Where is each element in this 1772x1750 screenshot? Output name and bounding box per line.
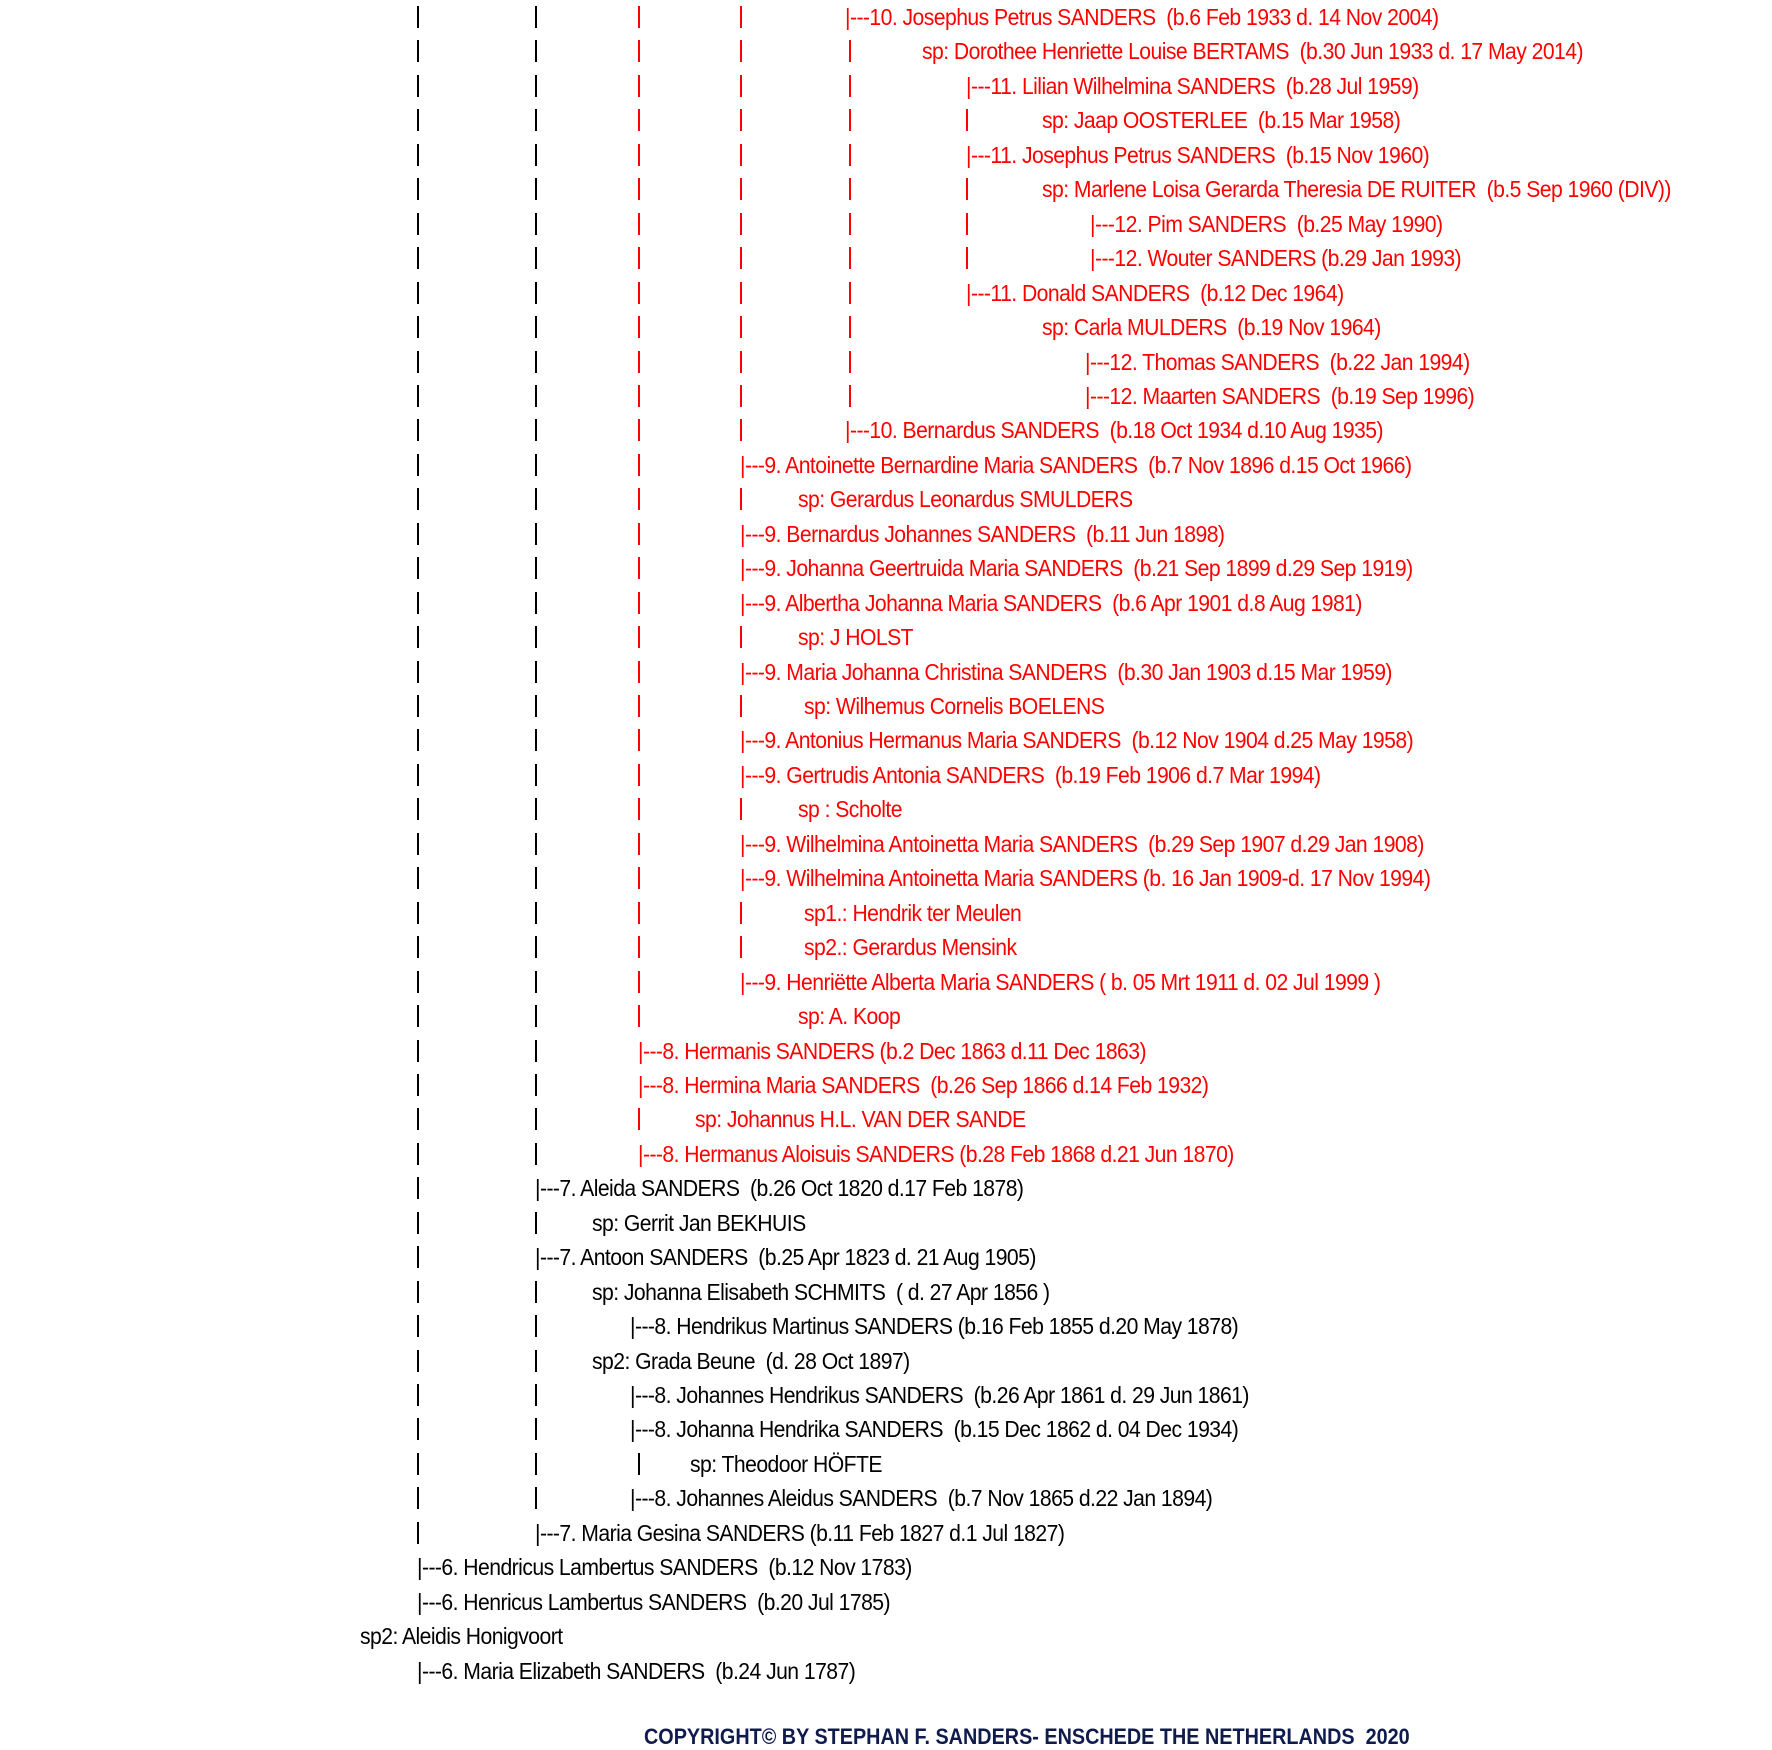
tree-row <box>0 517 1772 551</box>
tree-connector-line <box>535 419 537 441</box>
tree-row <box>0 551 1772 585</box>
tree-connector-line <box>417 454 419 476</box>
tree-connector-line <box>638 144 640 166</box>
tree-connector-line <box>638 798 640 820</box>
tree-connector-line <box>535 1487 537 1509</box>
tree-connector-line <box>535 936 537 958</box>
tree-row <box>0 1137 1772 1171</box>
person-entry: |---7. Maria Gesina SANDERS (b.11 Feb 1827 d.1 Jul 1827) <box>535 1519 1065 1546</box>
tree-row <box>0 1447 1772 1481</box>
tree-connector-line <box>417 557 419 579</box>
tree-connector-line <box>740 488 742 510</box>
tree-row <box>0 276 1772 310</box>
tree-connector-line <box>417 1418 419 1440</box>
tree-connector-line <box>638 626 640 648</box>
person-entry: |---8. Hermina Maria SANDERS (b.26 Sep 1866 d.14 Feb 1932) <box>638 1071 1209 1098</box>
tree-connector-line <box>535 902 537 924</box>
tree-row <box>0 241 1772 275</box>
tree-connector-line <box>638 523 640 545</box>
tree-row <box>0 689 1772 723</box>
person-entry: |---6. Henricus Lambertus SANDERS (b.20 Jul 1785) <box>417 1588 891 1615</box>
tree-row <box>0 1344 1772 1378</box>
person-entry: |---12. Wouter SANDERS (b.29 Jan 1993) <box>1090 245 1462 272</box>
tree-row <box>0 1309 1772 1343</box>
tree-connector-line <box>740 75 742 97</box>
tree-row <box>0 1550 1772 1584</box>
tree-connector-line <box>638 971 640 993</box>
tree-row <box>0 896 1772 930</box>
tree-connector-line <box>535 351 537 373</box>
spouse-entry: sp: Dorothee Henriette Louise BERTAMS (b.30 Jun 1933 d. 17 May 2014) <box>922 38 1583 65</box>
tree-connector-line <box>638 764 640 786</box>
spouse-entry: sp: Gerrit Jan BEKHUIS <box>592 1209 806 1236</box>
tree-connector-line <box>417 75 419 97</box>
tree-connector-line <box>638 488 640 510</box>
person-entry: |---9. Maria Johanna Christina SANDERS (b.30 Jan 1903 d.15 Mar 1959) <box>740 658 1392 685</box>
tree-connector-line <box>849 40 851 62</box>
tree-connector-line <box>417 833 419 855</box>
tree-row <box>0 1240 1772 1274</box>
tree-connector-line <box>535 213 537 235</box>
spouse-entry: sp: Gerardus Leonardus SMULDERS <box>798 486 1133 513</box>
tree-row <box>0 792 1772 826</box>
tree-connector-line <box>638 316 640 338</box>
tree-row <box>0 310 1772 344</box>
tree-connector-line <box>417 1315 419 1337</box>
person-entry: |---8. Hermanus Aloisuis SANDERS (b.28 Feb 1868 d.21 Jun 1870) <box>638 1140 1234 1167</box>
tree-connector-line <box>535 1453 537 1475</box>
tree-row <box>0 103 1772 137</box>
tree-connector-line <box>535 6 537 28</box>
tree-connector-line <box>740 936 742 958</box>
tree-connector-line <box>417 523 419 545</box>
spouse-entry: sp2.: Gerardus Mensink <box>804 934 1017 961</box>
person-entry: |---9. Bernardus Johannes SANDERS (b.11 Jun 1898) <box>740 520 1225 547</box>
tree-row <box>0 1654 1772 1688</box>
tree-connector-line <box>535 247 537 269</box>
tree-row <box>0 1585 1772 1619</box>
tree-row <box>0 1171 1772 1205</box>
tree-row <box>0 207 1772 241</box>
tree-row <box>0 930 1772 964</box>
person-entry: |---11. Donald SANDERS (b.12 Dec 1964) <box>966 279 1344 306</box>
tree-connector-line <box>740 144 742 166</box>
tree-connector-line <box>740 6 742 28</box>
tree-connector-line <box>638 867 640 889</box>
tree-connector-line <box>740 109 742 131</box>
tree-connector-line <box>638 75 640 97</box>
tree-connector-line <box>740 385 742 407</box>
tree-connector-line <box>535 1074 537 1096</box>
tree-connector-line <box>638 178 640 200</box>
tree-connector-line <box>417 178 419 200</box>
tree-connector-line <box>849 213 851 235</box>
tree-connector-line <box>966 213 968 235</box>
tree-row <box>0 758 1772 792</box>
tree-connector-line <box>966 109 968 131</box>
person-entry: |---10. Josephus Petrus SANDERS (b.6 Feb 1933 d. 14 Nov 2004) <box>845 4 1439 30</box>
tree-connector-line <box>417 1522 419 1544</box>
tree-connector-line <box>417 419 419 441</box>
tree-row <box>0 1102 1772 1136</box>
tree-connector-line <box>417 1143 419 1165</box>
person-entry: |---8. Hendrikus Martinus SANDERS (b.16 Feb 1855 d.20 May 1878) <box>630 1313 1239 1340</box>
tree-connector-line <box>638 833 640 855</box>
spouse-entry: sp: Carla MULDERS (b.19 Nov 1964) <box>1042 314 1381 341</box>
spouse-entry: sp: A. Koop <box>798 1003 901 1030</box>
person-entry: |---12. Pim SANDERS (b.25 May 1990) <box>1090 210 1443 237</box>
person-entry: |---11. Josephus Petrus SANDERS (b.15 Nov 1960) <box>966 141 1430 168</box>
tree-row <box>0 0 1772 34</box>
tree-connector-line <box>535 1418 537 1440</box>
tree-connector-line <box>417 1487 419 1509</box>
tree-row <box>0 999 1772 1033</box>
tree-connector-line <box>849 351 851 373</box>
tree-row <box>0 827 1772 861</box>
tree-connector-line <box>638 695 640 717</box>
tree-connector-line <box>638 729 640 751</box>
tree-connector-line <box>535 40 537 62</box>
tree-connector-line <box>740 40 742 62</box>
tree-row <box>0 1378 1772 1412</box>
tree-connector-line <box>535 178 537 200</box>
person-entry: |---7. Aleida SANDERS (b.26 Oct 1820 d.17 Feb 1878) <box>535 1175 1024 1202</box>
tree-connector-line <box>417 1040 419 1062</box>
tree-row <box>0 1034 1772 1068</box>
tree-connector-line <box>535 1350 537 1372</box>
tree-connector-line <box>535 695 537 717</box>
person-entry: |---9. Gertrudis Antonia SANDERS (b.19 Feb 1906 d.7 Mar 1994) <box>740 761 1321 788</box>
person-entry: |---9. Albertha Johanna Maria SANDERS (b.6 Apr 1901 d.8 Aug 1981) <box>740 589 1362 616</box>
tree-connector-line <box>535 144 537 166</box>
person-entry: |---9. Antoinette Bernardine Maria SANDERS (b.7 Nov 1896 d.15 Oct 1966) <box>740 451 1412 478</box>
tree-row <box>0 448 1772 482</box>
tree-connector-line <box>638 40 640 62</box>
tree-row <box>0 34 1772 68</box>
tree-connector-line <box>417 1350 419 1372</box>
tree-connector-line <box>638 419 640 441</box>
tree-connector-line <box>535 109 537 131</box>
tree-connector-line <box>417 936 419 958</box>
tree-connector-line <box>535 454 537 476</box>
tree-connector-line <box>417 971 419 993</box>
tree-connector-line <box>740 351 742 373</box>
tree-connector-line <box>417 1453 419 1475</box>
tree-connector-line <box>535 1108 537 1130</box>
tree-connector-line <box>638 1005 640 1027</box>
tree-row <box>0 1516 1772 1550</box>
tree-connector-line <box>535 1040 537 1062</box>
tree-connector-line <box>740 178 742 200</box>
tree-row <box>0 861 1772 895</box>
tree-connector-line <box>638 247 640 269</box>
tree-connector-line <box>535 729 537 751</box>
tree-connector-line <box>638 592 640 614</box>
person-entry: |---9. Wilhelmina Antoinetta Maria SANDERS (b.29 Sep 1907 d.29 Jan 1908) <box>740 830 1424 857</box>
tree-connector-line <box>535 557 537 579</box>
tree-connector-line <box>417 282 419 304</box>
person-entry: |---9. Johanna Geertruida Maria SANDERS (b.21 Sep 1899 d.29 Sep 1919) <box>740 555 1413 582</box>
tree-connector-line <box>638 936 640 958</box>
tree-connector-line <box>740 316 742 338</box>
tree-connector-line <box>535 1005 537 1027</box>
person-entry: |---6. Hendricus Lambertus SANDERS (b.12 Nov 1783) <box>417 1554 912 1581</box>
tree-connector-line <box>966 247 968 269</box>
tree-row <box>0 965 1772 999</box>
tree-row <box>0 1275 1772 1309</box>
tree-connector-line <box>417 729 419 751</box>
tree-connector-line <box>740 798 742 820</box>
spouse-entry: sp: J HOLST <box>798 624 914 651</box>
tree-connector-line <box>417 316 419 338</box>
tree-connector-line <box>740 902 742 924</box>
tree-row <box>0 172 1772 206</box>
spouse-entry: sp: Wilhemus Cornelis BOELENS <box>804 693 1105 719</box>
tree-connector-line <box>535 385 537 407</box>
person-entry: |---8. Johannes Hendrikus SANDERS (b.26 Apr 1861 d. 29 Jun 1861) <box>630 1382 1249 1408</box>
tree-connector-line <box>417 798 419 820</box>
tree-row <box>0 69 1772 103</box>
tree-connector-line <box>417 1212 419 1234</box>
tree-connector-line <box>535 1281 537 1303</box>
person-entry: |---9. Wilhelmina Antoinetta Maria SANDERS (b. 16 Jan 1909-d. 17 Nov 1994) <box>740 865 1431 892</box>
spouse-entry: sp : Scholte <box>798 796 902 823</box>
tree-connector-line <box>638 282 640 304</box>
tree-connector-line <box>417 1108 419 1130</box>
tree-connector-line <box>535 316 537 338</box>
tree-row <box>0 1481 1772 1515</box>
tree-connector-line <box>849 109 851 131</box>
spouse-entry: sp: Johanna Elisabeth SCHMITS ( d. 27 Apr 1856 ) <box>592 1278 1050 1305</box>
tree-connector-line <box>849 282 851 304</box>
tree-connector-line <box>638 213 640 235</box>
tree-connector-line <box>417 213 419 235</box>
tree-connector-line <box>740 695 742 717</box>
tree-row <box>0 138 1772 172</box>
tree-connector-line <box>535 971 537 993</box>
tree-connector-line <box>417 1074 419 1096</box>
tree-connector-line <box>417 592 419 614</box>
tree-row <box>0 586 1772 620</box>
tree-connector-line <box>535 867 537 889</box>
tree-connector-line <box>417 6 419 28</box>
tree-connector-line <box>417 144 419 166</box>
tree-row <box>0 1619 1772 1653</box>
tree-connector-line <box>417 488 419 510</box>
tree-connector-line <box>849 178 851 200</box>
tree-connector-line <box>535 626 537 648</box>
person-entry: |---11. Lilian Wilhelmina SANDERS (b.28 Jul 1959) <box>966 72 1419 99</box>
tree-connector-line <box>638 6 640 28</box>
tree-connector-line <box>417 1281 419 1303</box>
tree-connector-line <box>535 764 537 786</box>
tree-row <box>0 482 1772 516</box>
tree-connector-line <box>849 316 851 338</box>
tree-connector-line <box>638 385 640 407</box>
spouse-entry: sp1.: Hendrik ter Meulen <box>804 899 1022 926</box>
person-entry: |---9. Henriëtte Alberta Maria SANDERS ( b. 05 Mrt 1911 d. 02 Jul 1999 ) <box>740 968 1381 995</box>
person-entry: |---8. Johannes Aleidus SANDERS (b.7 Nov 1865 d.22 Jan 1894) <box>630 1485 1213 1512</box>
spouse-entry: sp: Theodoor HÖFTE <box>690 1450 882 1477</box>
tree-connector-line <box>638 1453 640 1475</box>
tree-connector-line <box>638 557 640 579</box>
tree-connector-line <box>417 109 419 131</box>
tree-connector-line <box>535 592 537 614</box>
tree-connector-line <box>417 1005 419 1027</box>
copyright-footer: COPYRIGHT© BY STEPHAN F. SANDERS- ENSCHEDE THE NETHERLANDS 2020 <box>644 1724 1410 1749</box>
tree-row <box>0 1206 1772 1240</box>
tree-row <box>0 413 1772 447</box>
person-entry: |---8. Hermanis SANDERS (b.2 Dec 1863 d.11 Dec 1863) <box>638 1037 1146 1064</box>
spouse-entry: sp2: Grada Beune (d. 28 Oct 1897) <box>592 1347 910 1374</box>
tree-connector-line <box>417 695 419 717</box>
tree-connector-line <box>740 213 742 235</box>
tree-connector-line <box>638 661 640 683</box>
person-entry: |---7. Antoon SANDERS (b.25 Apr 1823 d. 21 Aug 1905) <box>535 1244 1036 1271</box>
spouse-entry: sp: Marlene Loisa Gerarda Theresia DE RUITER (b.5 Sep 1960 (DIV)) <box>1042 176 1671 203</box>
tree-connector-line <box>638 902 640 924</box>
tree-connector-line <box>740 247 742 269</box>
tree-connector-line <box>417 385 419 407</box>
tree-row <box>0 655 1772 689</box>
tree-connector-line <box>417 1177 419 1199</box>
tree-connector-line <box>849 385 851 407</box>
tree-connector-line <box>849 75 851 97</box>
tree-connector-line <box>417 1384 419 1406</box>
tree-connector-line <box>535 523 537 545</box>
tree-connector-line <box>638 109 640 131</box>
tree-connector-line <box>638 454 640 476</box>
spouse-entry: sp: Jaap OOSTERLEE (b.15 Mar 1958) <box>1042 107 1401 134</box>
tree-connector-line <box>535 1315 537 1337</box>
tree-row <box>0 379 1772 413</box>
spouse-entry: sp2: Aleidis Honigvoort <box>360 1623 563 1650</box>
tree-connector-line <box>535 833 537 855</box>
tree-row <box>0 620 1772 654</box>
person-entry: |---10. Bernardus SANDERS (b.18 Oct 1934 d.10 Aug 1935) <box>845 417 1383 444</box>
tree-connector-line <box>417 867 419 889</box>
tree-connector-line <box>638 1108 640 1130</box>
tree-connector-line <box>417 902 419 924</box>
tree-connector-line <box>417 661 419 683</box>
tree-connector-line <box>740 626 742 648</box>
spouse-entry: sp: Johannus H.L. VAN DER SANDE <box>695 1106 1026 1133</box>
tree-connector-line <box>535 661 537 683</box>
person-entry: |---6. Maria Elizabeth SANDERS (b.24 Jun 1787) <box>417 1657 856 1684</box>
tree-connector-line <box>740 282 742 304</box>
tree-connector-line <box>740 419 742 441</box>
person-entry: |---8. Johanna Hendrika SANDERS (b.15 Dec 1862 d. 04 Dec 1934) <box>630 1416 1239 1443</box>
tree-connector-line <box>535 488 537 510</box>
tree-connector-line <box>849 247 851 269</box>
tree-connector-line <box>535 1212 537 1234</box>
tree-connector-line <box>417 626 419 648</box>
tree-connector-line <box>417 247 419 269</box>
tree-connector-line <box>417 1246 419 1268</box>
person-entry: |---12. Thomas SANDERS (b.22 Jan 1994) <box>1085 348 1470 375</box>
tree-connector-line <box>417 40 419 62</box>
tree-row <box>0 723 1772 757</box>
tree-connector-line <box>417 764 419 786</box>
tree-connector-line <box>535 1143 537 1165</box>
tree-connector-line <box>535 798 537 820</box>
tree-row <box>0 345 1772 379</box>
tree-connector-line <box>417 351 419 373</box>
tree-connector-line <box>535 282 537 304</box>
tree-connector-line <box>535 75 537 97</box>
tree-connector-line <box>535 1384 537 1406</box>
tree-row <box>0 1412 1772 1446</box>
person-entry: |---9. Antonius Hermanus Maria SANDERS (b.12 Nov 1904 d.25 May 1958) <box>740 727 1414 754</box>
tree-connector-line <box>966 178 968 200</box>
tree-row <box>0 1068 1772 1102</box>
person-entry: |---12. Maarten SANDERS (b.19 Sep 1996) <box>1085 382 1475 409</box>
tree-connector-line <box>849 144 851 166</box>
tree-connector-line <box>638 351 640 373</box>
